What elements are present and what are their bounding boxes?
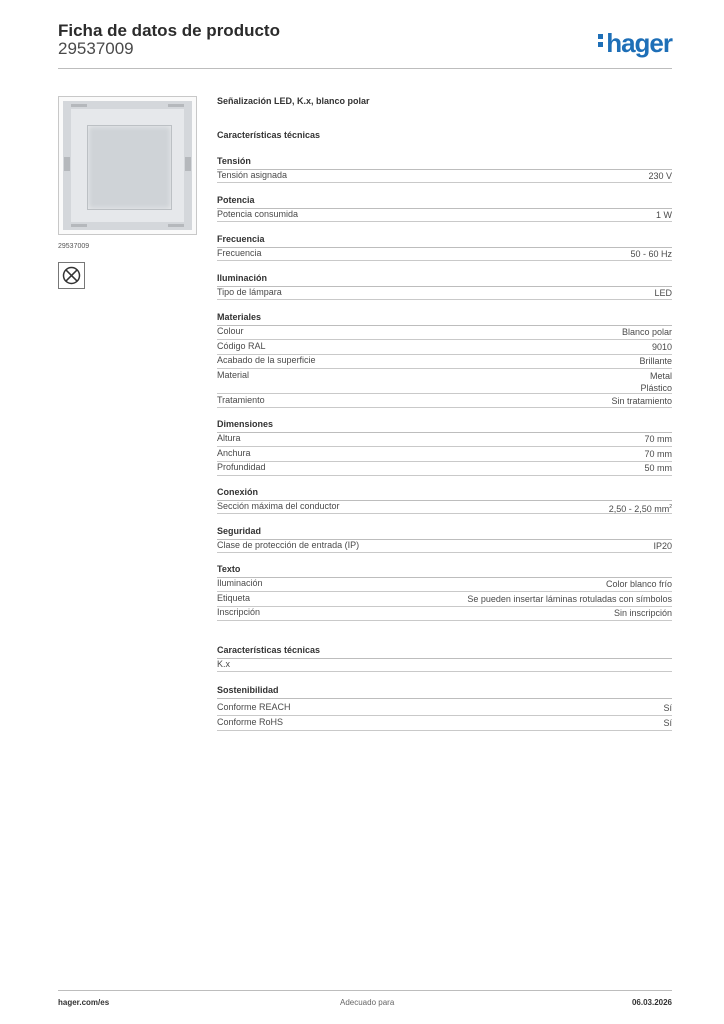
spec-label: Profundidad bbox=[217, 462, 266, 472]
section-title-iluminacion: Iluminación bbox=[217, 273, 268, 283]
section-title-frecuencia: Frecuencia bbox=[217, 234, 265, 244]
spec-value bbox=[640, 370, 672, 394]
spec-value: Brillante bbox=[639, 356, 672, 366]
footer-suitable-for: Adecuado para bbox=[340, 998, 395, 1007]
footer-date: 06.03.2026 bbox=[631, 998, 672, 1007]
spec-label: Etiqueta bbox=[217, 593, 251, 603]
spec-row bbox=[217, 325, 672, 340]
spec-label: Clase de protección de entrada (IP) bbox=[217, 540, 360, 550]
header-divider bbox=[58, 68, 672, 69]
spec-row bbox=[217, 247, 672, 261]
spec-label: K.x bbox=[217, 659, 231, 669]
spec-label: Anchura bbox=[217, 448, 251, 458]
spec-value: 70 mm bbox=[644, 434, 672, 444]
spec-value: LED bbox=[654, 288, 672, 298]
spec-value: 70 mm bbox=[644, 449, 672, 459]
spec-value bbox=[609, 501, 672, 515]
spec-label: Potencia consumida bbox=[217, 209, 299, 219]
spec-value-line: Plástico bbox=[640, 383, 672, 393]
spec-label: Sección máxima del conductor bbox=[217, 501, 340, 511]
spec-row bbox=[217, 340, 672, 355]
spec-row bbox=[217, 461, 672, 476]
spec-value: Sí bbox=[663, 718, 672, 728]
section-title-potencia: Potencia bbox=[217, 195, 255, 205]
spec-value: IP20 bbox=[653, 541, 672, 551]
product-title: Señalización LED, K.x, blanco polar bbox=[217, 96, 370, 106]
section-title-sostenibilidad: Sostenibilidad bbox=[217, 685, 279, 695]
spec-label: Conforme RoHS bbox=[217, 717, 284, 727]
spec-value: 230 V bbox=[648, 171, 672, 181]
spec-value: Sin inscripción bbox=[613, 608, 672, 618]
spec-row bbox=[217, 592, 672, 607]
section-title-dimensiones: Dimensiones bbox=[217, 419, 274, 429]
spec-label: Altura bbox=[217, 433, 241, 443]
frame-screw bbox=[71, 104, 87, 107]
footer-site: hager.com/es bbox=[58, 998, 110, 1007]
spec-row bbox=[217, 500, 672, 514]
spec-row bbox=[217, 432, 672, 447]
section-title-caracteristicas: Características técnicas bbox=[217, 645, 321, 655]
product-image bbox=[58, 96, 197, 235]
spec-row bbox=[217, 716, 672, 731]
section-title-texto: Texto bbox=[217, 564, 241, 574]
spec-row bbox=[217, 286, 672, 300]
frame-screw bbox=[168, 224, 184, 227]
switch-frame bbox=[63, 101, 192, 230]
superscript: 2 bbox=[669, 504, 672, 510]
hager-logo bbox=[598, 28, 672, 59]
spec-value-line: Metal bbox=[649, 371, 672, 381]
spec-label: Tensión asignada bbox=[217, 170, 288, 180]
logo-dots-icon bbox=[598, 31, 604, 50]
frame-notch bbox=[185, 157, 191, 171]
footer-divider bbox=[58, 990, 672, 991]
image-caption: 29537009 bbox=[58, 243, 90, 250]
spec-row bbox=[217, 354, 672, 369]
product-code: 29537009 bbox=[58, 39, 134, 58]
tech-heading: Características técnicas bbox=[217, 130, 321, 140]
spec-value: Color blanco frío bbox=[605, 579, 672, 589]
spec-value: Sin tratamiento bbox=[611, 396, 672, 406]
spec-row bbox=[217, 539, 672, 553]
spec-label: Inscripción bbox=[217, 607, 261, 617]
spec-label: Conforme REACH bbox=[217, 702, 291, 712]
spec-label: Material bbox=[217, 370, 250, 380]
frame-screw bbox=[168, 104, 184, 107]
spec-label: Frecuencia bbox=[217, 248, 262, 258]
spec-row bbox=[217, 577, 672, 592]
spec-value: 50 - 60 Hz bbox=[630, 249, 672, 259]
spec-row bbox=[217, 394, 672, 408]
spec-value: 1 W bbox=[655, 210, 672, 220]
spec-label: Iluminación bbox=[217, 578, 263, 588]
spec-row bbox=[217, 169, 672, 183]
lamp-symbol-icon bbox=[58, 262, 85, 289]
logo-text: hager bbox=[606, 28, 672, 58]
frame-notch bbox=[64, 157, 70, 171]
section-title-materiales: Materiales bbox=[217, 312, 262, 322]
led-lens bbox=[87, 125, 172, 210]
page-title: Ficha de datos de producto bbox=[58, 21, 280, 40]
section-title-seguridad: Seguridad bbox=[217, 526, 262, 536]
spec-row bbox=[217, 658, 672, 672]
spec-label: Tipo de lámpara bbox=[217, 287, 282, 297]
spec-row bbox=[217, 447, 672, 462]
spec-row bbox=[217, 606, 672, 621]
section-title-conexion: Conexión bbox=[217, 487, 259, 497]
spec-row bbox=[217, 701, 672, 716]
spec-value: Sí bbox=[663, 703, 672, 713]
spec-value: Blanco polar bbox=[621, 327, 672, 337]
spec-label: Tratamiento bbox=[217, 395, 265, 405]
spec-value-text: 2,50 - 2,50 mm bbox=[608, 504, 670, 514]
spec-row bbox=[217, 208, 672, 222]
spec-label: Acabado de la superficie bbox=[217, 355, 316, 365]
spec-label: Colour bbox=[217, 326, 244, 336]
spec-label: Código RAL bbox=[217, 341, 266, 351]
spec-value: 50 mm bbox=[644, 463, 672, 473]
spec-value: 9010 bbox=[651, 342, 672, 352]
spec-row bbox=[217, 369, 672, 394]
spec-value: Se pueden insertar láminas rotuladas con símbolos bbox=[467, 594, 672, 604]
frame-screw bbox=[71, 224, 87, 227]
section-title-tension: Tensión bbox=[217, 156, 251, 166]
